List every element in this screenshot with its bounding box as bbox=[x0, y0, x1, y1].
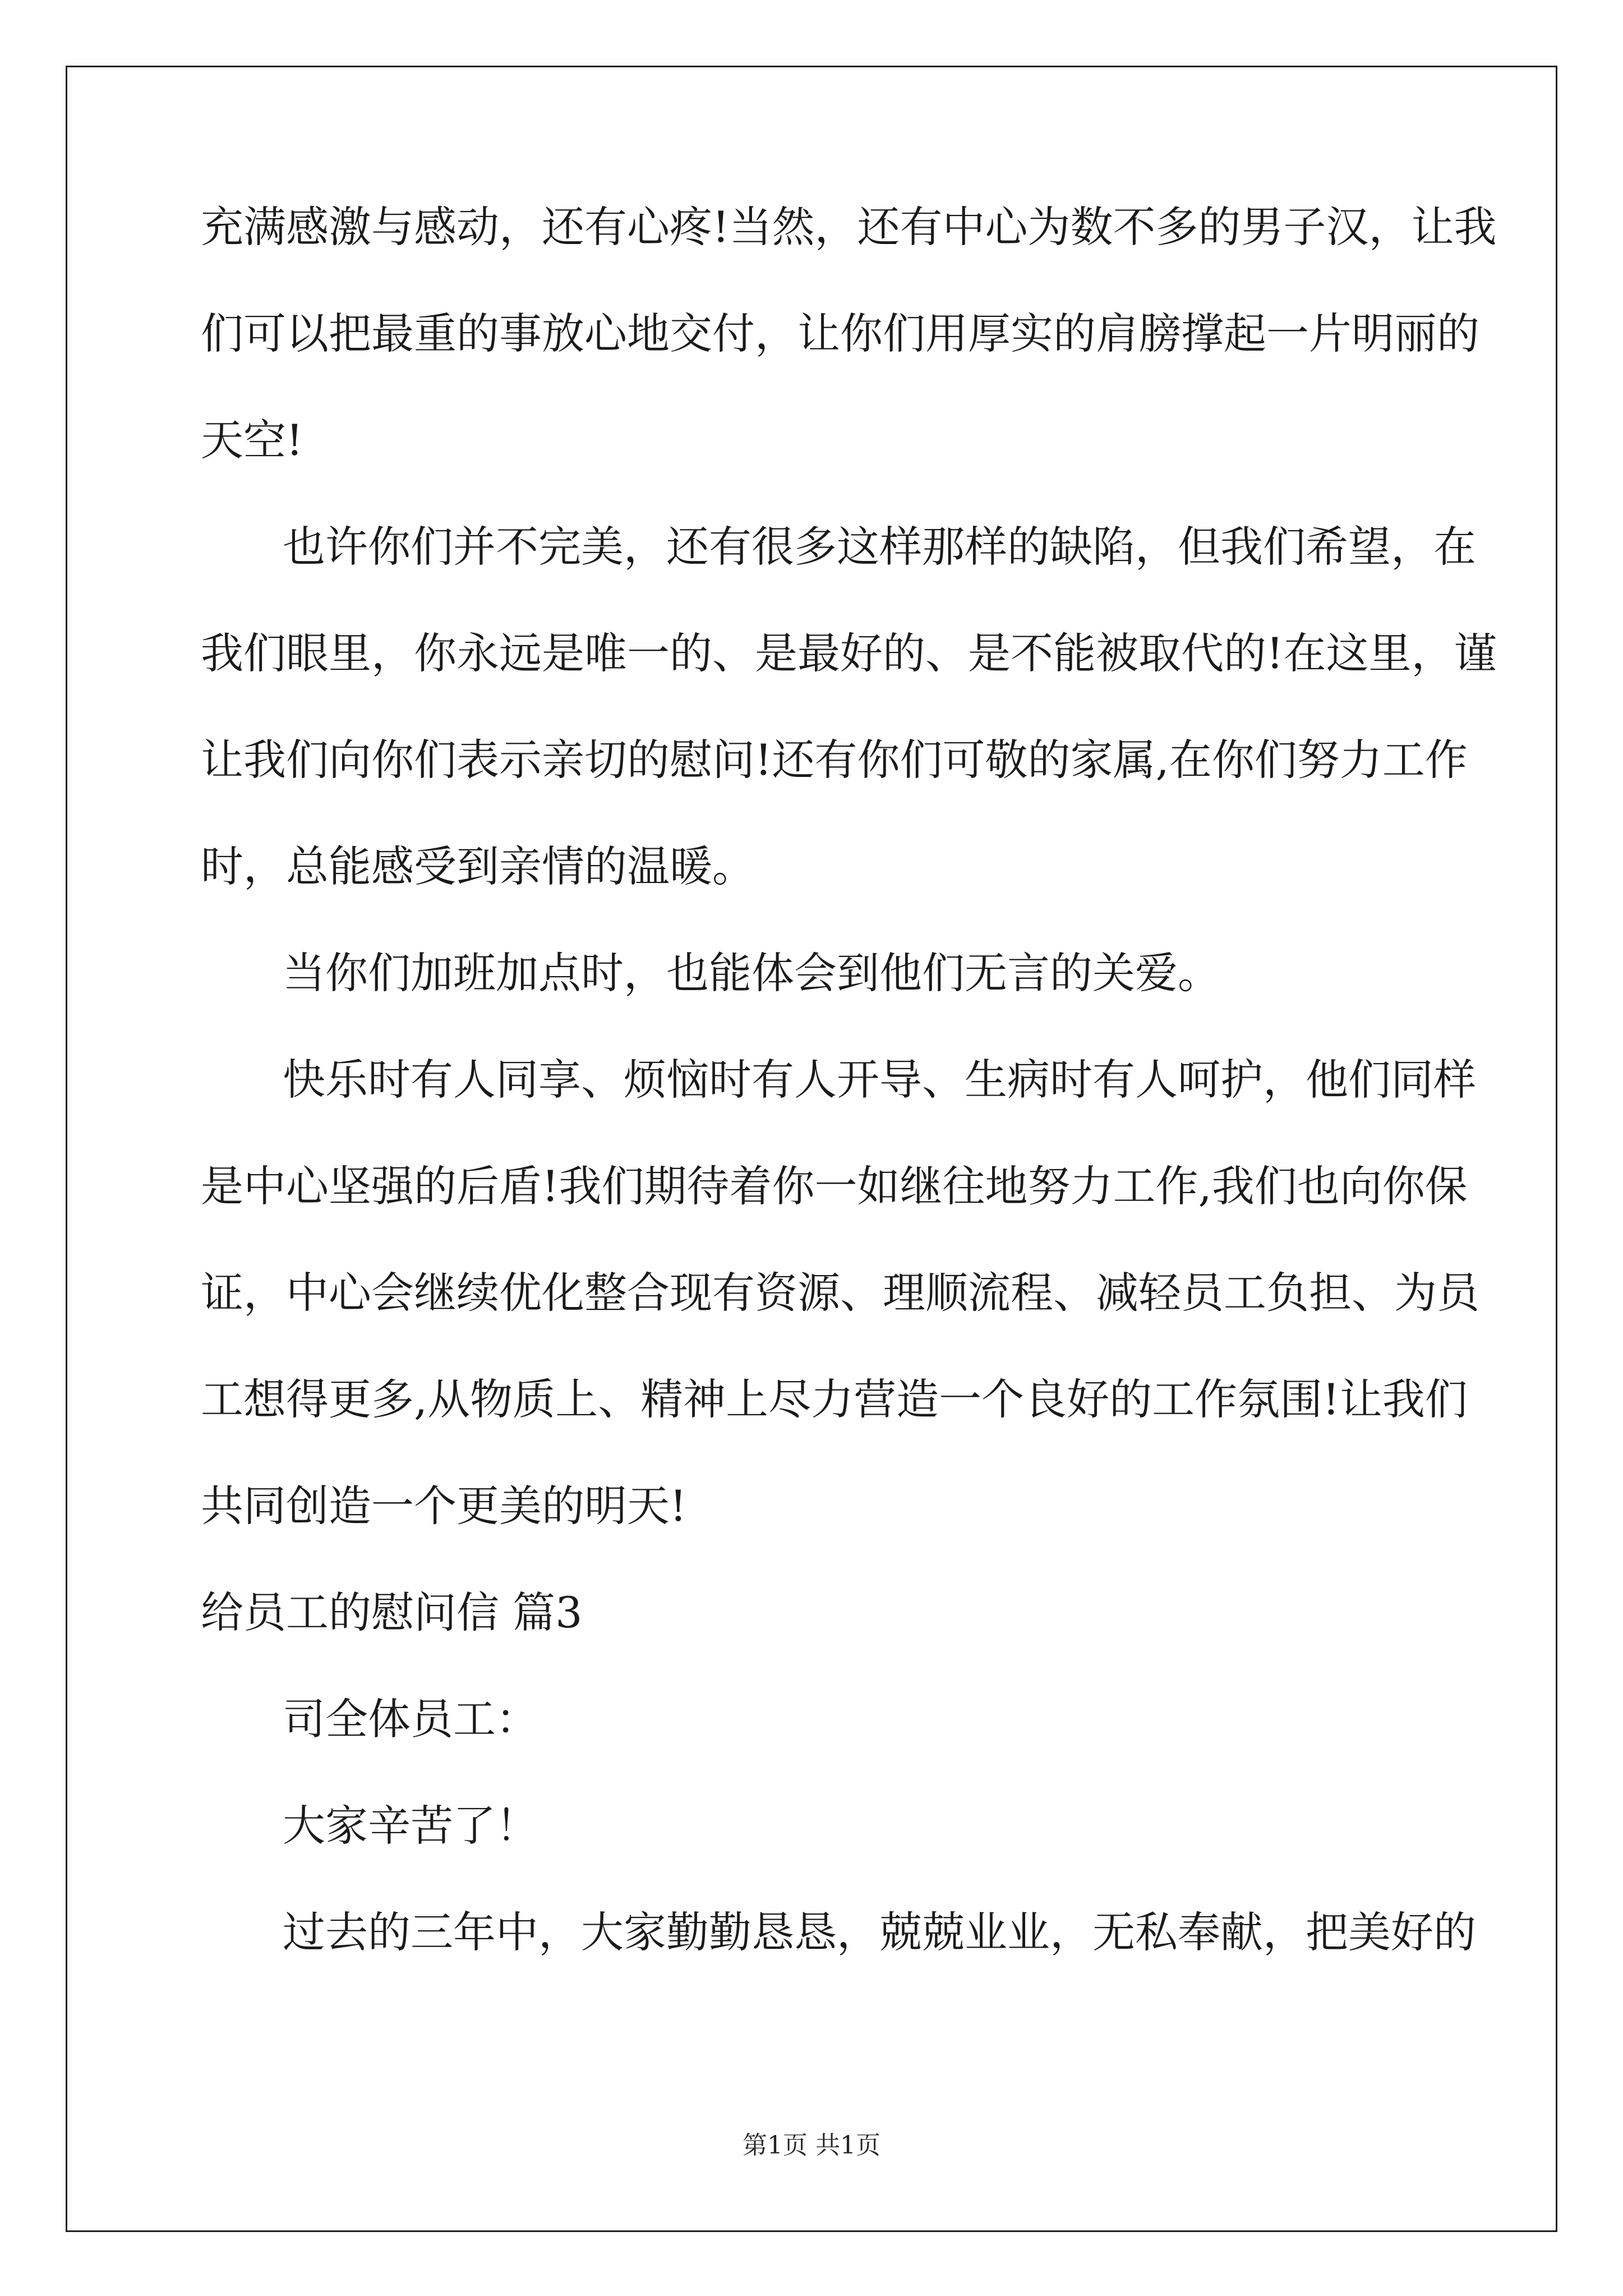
text-line: 证，中心会继续优化整合现有资源、理顺流程、减轻员工负担、为员 bbox=[201, 1268, 1479, 1318]
page-number-footer: 第1页 共1页 bbox=[743, 2131, 880, 2160]
text-line: 工想得更多,从物质上、精神上尽力营造一个良好的工作氛围!让我们 bbox=[201, 1374, 1468, 1424]
text-line: 我们眼里，你永远是唯一的、是最好的、是不能被取代的!在这里，谨 bbox=[201, 628, 1497, 678]
text-line: 们可以把最重的事放心地交付，让你们用厚实的肩膀撑起一片明丽的 bbox=[201, 309, 1479, 358]
text-line: 让我们向你们表示亲切的慰问!还有你们可敬的家属,在你们努力工作 bbox=[201, 735, 1468, 785]
paragraph-first-line: 快乐时有人同享、烦恼时有人开导、生病时有人呵护，他们同样 bbox=[283, 1055, 1476, 1105]
paragraph-first-line: 当你们加班加点时，也能体会到他们无言的关爱。 bbox=[283, 948, 1220, 998]
text-line: 时，总能感受到亲情的温暖。 bbox=[201, 841, 755, 891]
salutation: 司全体员工： bbox=[283, 1694, 538, 1744]
text-line: 共同创造一个更美的明天! bbox=[201, 1481, 687, 1531]
greeting: 大家辛苦了！ bbox=[283, 1801, 538, 1851]
paragraph-first-line: 过去的三年中，大家勤勤恳恳，兢兢业业，无私奉献，把美好的 bbox=[283, 1907, 1476, 1957]
text-line: 充满感激与感动，还有心疼!当然，还有中心为数不多的男子汉，让我 bbox=[201, 202, 1497, 252]
paragraph-first-line: 也许你们并不完美，还有很多这样那样的缺陷，但我们希望，在 bbox=[283, 522, 1476, 572]
text-line: 天空! bbox=[201, 415, 303, 465]
text-line: 是中心坚强的后盾!我们期待着你一如继往地努力工作,我们也向你保 bbox=[201, 1161, 1468, 1211]
section-heading: 给员工的慰问信 篇3 bbox=[201, 1588, 583, 1637]
